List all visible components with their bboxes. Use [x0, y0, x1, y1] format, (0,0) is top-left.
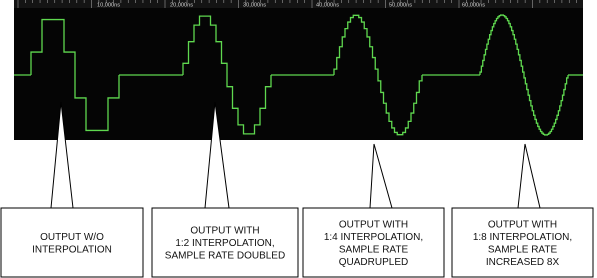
- callout-boxes: [1, 208, 593, 277]
- callout-text-line: 1:4 INTERPOLATION,: [323, 231, 424, 243]
- callout-box: [1, 208, 143, 277]
- callout-text-line: OUTPUT W/O: [40, 231, 104, 243]
- callout-text-line: SAMPLE RATE DOUBLED: [164, 250, 286, 262]
- callout-text-line: INCREASED 8X: [485, 256, 560, 268]
- scope-screen: [14, 0, 583, 140]
- callout-text-line: OUTPUT WITH: [487, 219, 558, 231]
- callout-box: [303, 208, 444, 277]
- ruler-tick-label: 30,000ns: [243, 2, 267, 9]
- ruler-tick-label: 50,000ns: [389, 2, 413, 9]
- callout-leader: [370, 144, 392, 208]
- callout-text-line: OUTPUT WITH: [190, 225, 260, 237]
- callout-text-line: SAMPLE RATE: [338, 244, 409, 256]
- callout-box: [152, 208, 298, 277]
- callout-text-line: 1:8 INTERPOLATION,: [472, 231, 573, 243]
- callout-text-line: INTERPOLATION: [32, 244, 112, 256]
- ruler-tick-label: 10,000ns: [97, 2, 121, 9]
- callout-leader: [518, 144, 540, 208]
- ruler-tick-label: 20,000ns: [170, 2, 194, 9]
- callout-text-line: OUTPUT WITH: [338, 219, 409, 231]
- callout-text-line: SAMPLE RATE: [487, 244, 558, 256]
- callout-text-line: QUADRUPLED: [338, 256, 409, 268]
- ruler-tick-label: 60,000ns: [462, 2, 486, 9]
- callout-box: [452, 208, 593, 277]
- callout-text-line: 1:2 INTERPOLATION,: [175, 238, 275, 249]
- ruler-tick-label: 40,000ns: [316, 2, 340, 9]
